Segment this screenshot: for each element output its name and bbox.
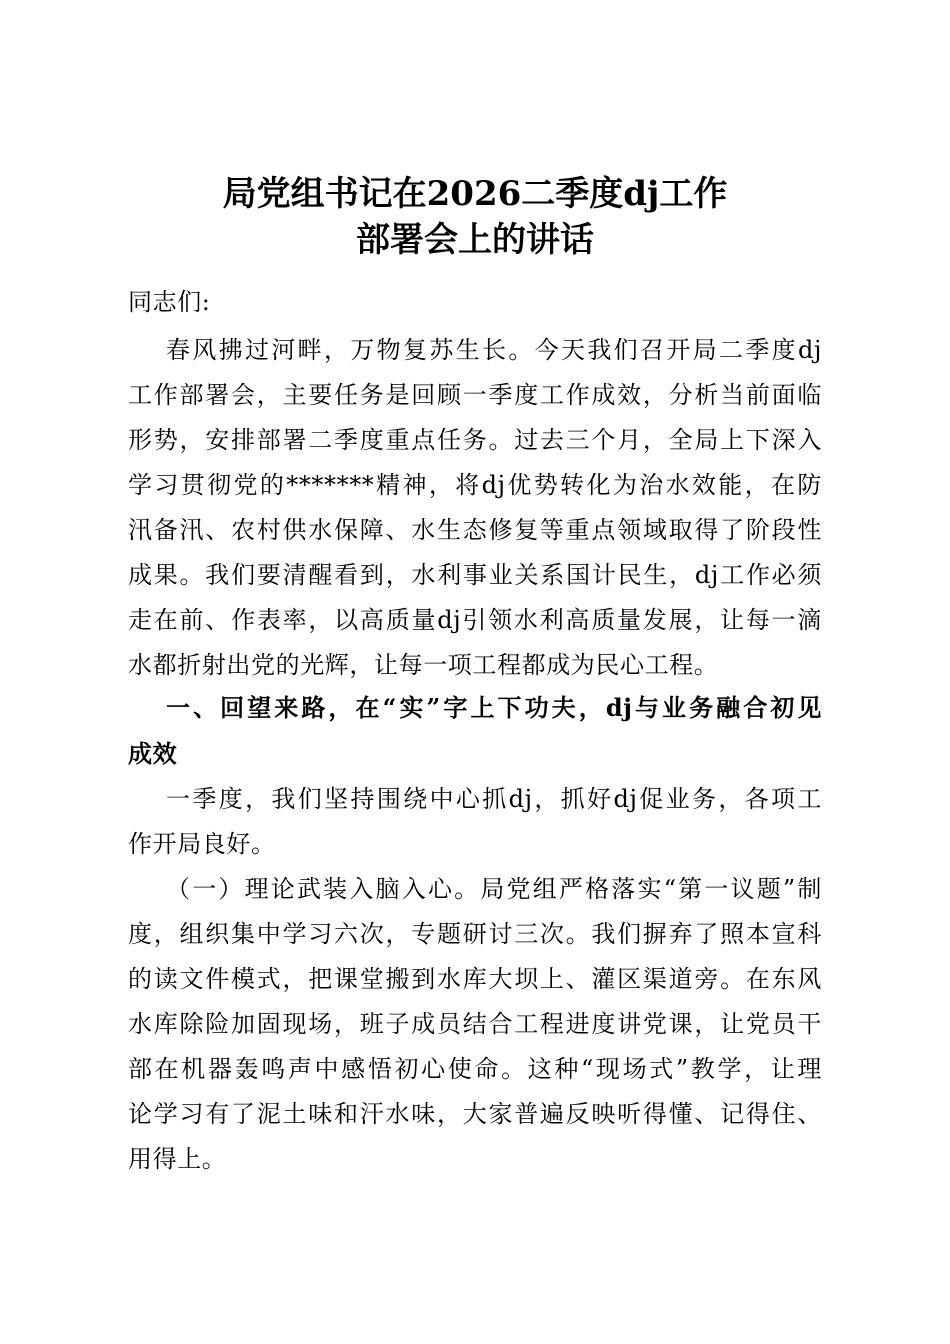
paragraph-line: 走在前、作表率，以高质量dj引领水利高质量发展，让每一滴 <box>128 606 822 634</box>
paragraph-line: 度，组织集中学习六次，专题研讨三次。我们摒弃了照本宣科 <box>128 920 822 948</box>
paragraph-line: 论学习有了泥土味和汗水味，大家普遍反映听得懂、记得住、 <box>128 1100 822 1128</box>
paragraph-line: 用得上。 <box>128 1145 227 1173</box>
paragraph-line: 一季度，我们坚持围绕中心抓dj，抓好dj促业务，各项工 <box>166 785 822 813</box>
paragraph-line: 工作部署会，主要任务是回顾一季度工作成效，分析当前面临 <box>128 381 822 409</box>
document-title-line-2: 部署会上的讲话 <box>356 220 594 260</box>
salutation: 同志们: <box>128 288 211 316</box>
paragraph-line: 部在机器轰鸣声中感悟初心使命。这种“现场式”教学，让理 <box>128 1055 822 1083</box>
paragraph-line: 的读文件模式，把课堂搬到水库大坝上、灌区渠道旁。在东风 <box>128 965 822 993</box>
section-heading-line: 一、回望来路，在“实”字上下功夫，dj与业务融合初见 <box>166 693 822 722</box>
paragraph-line: 形势，安排部署二季度重点任务。过去三个月，全局上下深入 <box>128 426 822 454</box>
paragraph-line: 成果。我们要清醒看到，水利事业关系国计民生，dj工作必须 <box>128 561 822 589</box>
paragraph-line: 汛备汛、农村供水保障、水生态修复等重点领域取得了阶段性 <box>128 516 822 544</box>
paragraph-line: （一）理论武装入脑入心。局党组严格落实“第一议题”制 <box>166 875 822 903</box>
document-title-line-1: 局党组书记在2026二季度dj工作 <box>222 174 728 214</box>
section-heading-line: 成效 <box>128 739 178 768</box>
paragraph-line: 作开局良好。 <box>128 830 276 858</box>
paragraph-line: 春风拂过河畔，万物复苏生长。今天我们召开局二季度dj <box>166 336 822 364</box>
paragraph-line: 学习贯彻党的*******精神，将dj优势转化为治水效能，在防 <box>128 471 822 499</box>
paragraph-line: 水都折射出党的光辉，让每一项工程都成为民心工程。 <box>128 651 719 679</box>
paragraph-line: 水库除险加固现场，班子成员结合工程进度讲党课，让党员干 <box>128 1010 822 1038</box>
